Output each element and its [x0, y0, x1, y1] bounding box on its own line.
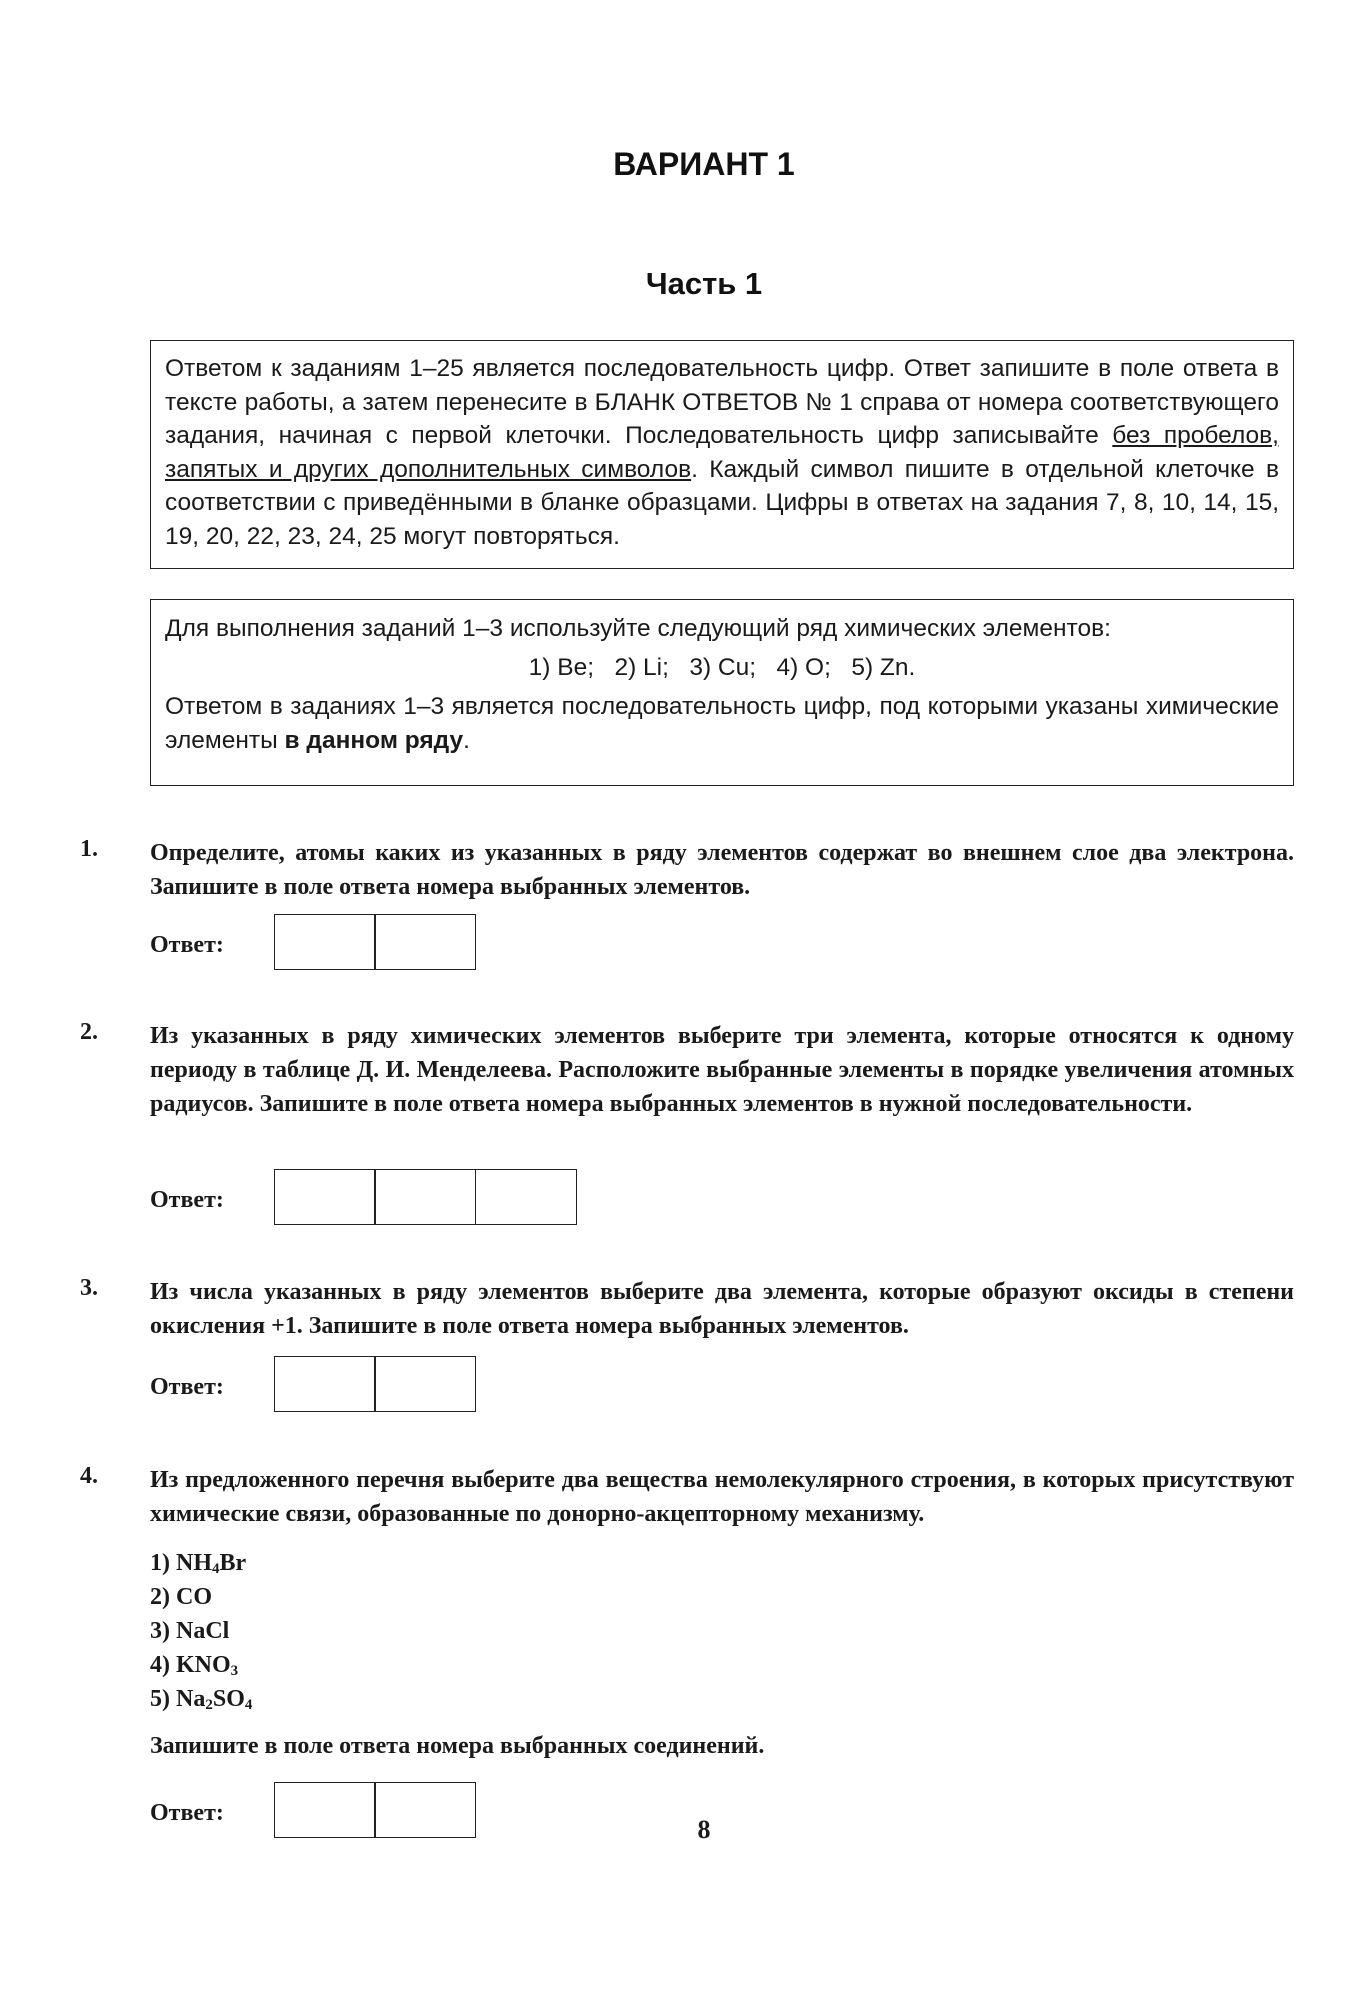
variant-title: ВАРИАНТ 1 — [613, 146, 795, 182]
answer-cell[interactable] — [274, 1356, 376, 1412]
answer-cell[interactable] — [374, 1356, 476, 1412]
answer-cell[interactable] — [274, 914, 376, 970]
option-item: 4) $KNO_3$ — [150, 1652, 239, 1679]
page-number: 8 — [697, 1815, 711, 1844]
answer-cells — [274, 1356, 475, 1412]
task-4-instruction: Запишите в поле ответа номера выбранных соединений. — [150, 1733, 765, 1759]
task-number: 1. — [80, 836, 98, 862]
answer-cell[interactable] — [374, 1169, 476, 1225]
answer-label: Ответ: — [150, 1187, 224, 1213]
task-text: Из указанных в ряду химических элементов выберите три элемента, которые относятся к одному периоду в таблице Д. И. Менделеева. Расположите выбранные элементы в порядке увеличения атомных радиусов. Запишите в поле ответа номера выбранных элементов в нужной последовательности. — [150, 1023, 1294, 1117]
instructions-text: Ответом к заданиям 1–25 является последовательность цифр. Ответ запишите в поле ответа в тексте работы, а затем перенесите в БЛАНК ОТВЕТОВ № 1 справа от номера соответствующего задания, начиная с первой клеточки. Последовательность цифр записывайте без пробелов, запятых и других дополнительных символов. Каждый символ пишите в отдельной клеточке в соответствии с приведёнными в бланке образцами. Цифры в ответах на задания 7, 8, 10, 14, 15, 19, 20, 22, 23, 24, 25 могут повторяться. — [165, 355, 1280, 550]
series-intro: Для выполнения заданий 1–3 используйте следующий ряд химических элементов: — [165, 615, 1111, 642]
option-item: 5) $Na_2SO_4$ — [150, 1686, 253, 1713]
option-item: 1) $NH_4Br$ — [150, 1550, 247, 1577]
part-title: Часть 1 — [645, 266, 763, 301]
answer-cells — [274, 914, 475, 970]
answer-cell[interactable] — [274, 1169, 376, 1225]
answer-label: Ответ: — [150, 932, 224, 958]
task-number: 4. — [80, 1463, 98, 1489]
elements-series: 1) Be; 2) Li; 3) Cu; 4) O; 5) Zn. — [528, 653, 916, 681]
answer-label: Ответ: — [150, 1374, 224, 1400]
task-text: Определите, атомы каких из указанных в ряду элементов содержат во внешнем слое два электрона. Запишите в поле ответа номера выбранных элементов. — [150, 840, 1294, 900]
option-item: 3) NaCl — [150, 1618, 230, 1644]
task-text: Из числа указанных в ряду элементов выберите два элемента, которые образуют оксиды в степени окисления +1. Запишите в поле ответа номера выбранных элементов. — [150, 1279, 1294, 1339]
no-spaces-rule: без пробелов, запятых и других дополнительных символов — [165, 422, 1279, 483]
option-item: 2) CO — [150, 1584, 212, 1610]
elements-series-box — [150, 599, 1294, 786]
task-text: Из предложенного перечня выберите два вещества немолекулярного строения, в которых присутствуют химические связи, образованные по донорно-акцепторному механизму. — [150, 1467, 1294, 1527]
task-number: 2. — [80, 1019, 98, 1045]
series-note: Ответом в заданиях 1–3 является последовательность цифр, под которыми указаны химические элементы в данном ряду. — [165, 693, 1279, 754]
instructions-box — [150, 340, 1294, 569]
answer-cell[interactable] — [475, 1169, 577, 1225]
answer-cell[interactable] — [374, 914, 476, 970]
answer-cells — [274, 1169, 575, 1225]
task-4-options — [150, 1546, 252, 1716]
answer-label: Ответ: — [150, 1800, 224, 1826]
task-number: 3. — [80, 1275, 98, 1301]
